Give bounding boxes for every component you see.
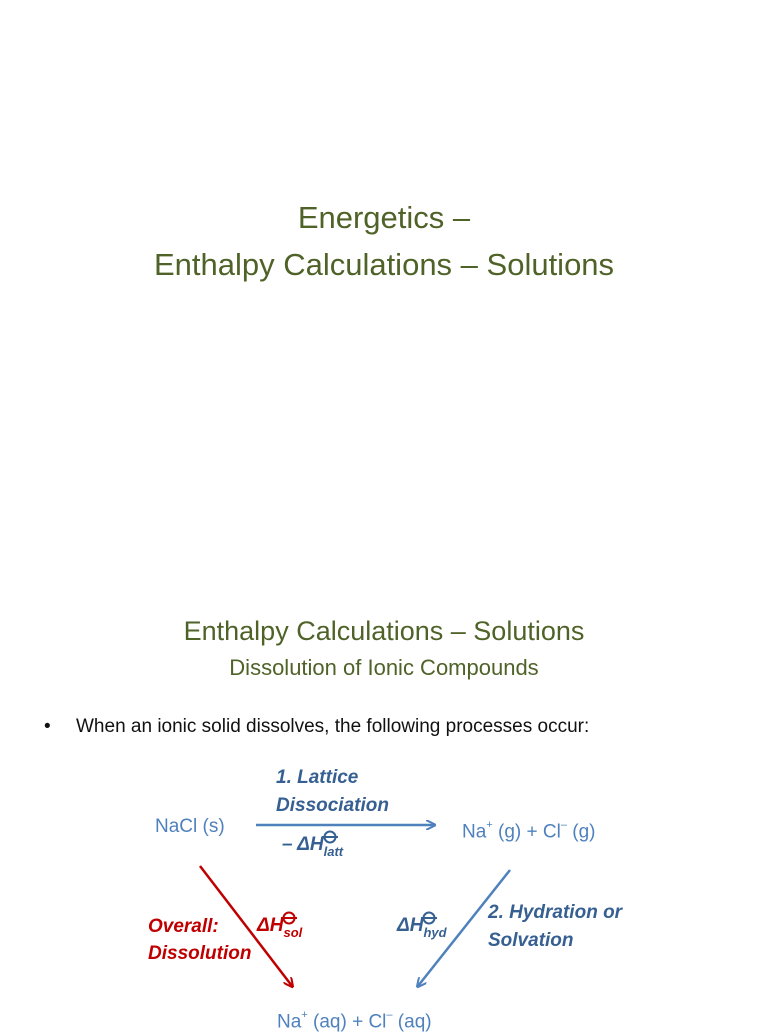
hydration-enthalpy bbox=[397, 913, 447, 940]
bullet-text: When an ionic solid dissolves, the following processes occur: bbox=[76, 716, 590, 737]
slide-title-line-2: Enthalpy Calculations – Solutions bbox=[153, 247, 615, 282]
lattice-enthalpy-subscript: latt bbox=[323, 844, 344, 859]
aq-na-symbol: Na bbox=[277, 1011, 302, 1033]
nacl-solid: NaCl (s) bbox=[155, 816, 225, 837]
gas-na-charge: + bbox=[486, 819, 493, 831]
aq-na-state: (aq) + Cl bbox=[307, 1011, 387, 1033]
hydration-label-line-1: 2. Hydration or bbox=[488, 902, 623, 923]
slide-heading: Enthalpy Calculations – Solutions bbox=[183, 616, 585, 646]
hydration-label-line-2: Solvation bbox=[488, 930, 574, 951]
lattice-enthalpy bbox=[282, 832, 343, 859]
gas-cl-state: (g) bbox=[566, 821, 596, 843]
aq-na-charge: + bbox=[301, 1009, 308, 1021]
hydration-enthalpy-symbol: ΔH bbox=[397, 915, 424, 936]
lattice-label-line-2: Dissociation bbox=[276, 795, 389, 816]
overall-label-line-2: Dissolution bbox=[148, 943, 252, 964]
lattice-label-line-1: 1. Lattice bbox=[276, 767, 359, 788]
hydration-enthalpy-subscript: hyd bbox=[423, 925, 447, 940]
slide-subheading: Dissolution of Ionic Compounds bbox=[229, 655, 539, 680]
lattice-enthalpy-symbol: – ΔH bbox=[282, 834, 324, 855]
content-slide bbox=[0, 576, 768, 1033]
overall-label-line-1: Overall: bbox=[148, 916, 219, 937]
dissolution-enthalpy-symbol: ΔH bbox=[257, 915, 284, 936]
gas-na-symbol: Na bbox=[462, 821, 487, 843]
gas-cl-charge: – bbox=[560, 819, 567, 831]
aq-cl-charge: – bbox=[386, 1009, 393, 1021]
aqueous-ions bbox=[277, 1004, 432, 1035]
dissolution-enthalpy-subscript: sol bbox=[283, 925, 303, 940]
slide-title-line-1: Energetics – bbox=[297, 200, 471, 235]
gaseous-ions bbox=[462, 814, 595, 845]
gas-na-state: (g) + Cl bbox=[492, 821, 561, 843]
dissolution-enthalpy bbox=[257, 913, 302, 940]
aq-cl-state: (aq) bbox=[392, 1011, 432, 1033]
bullet-dot-icon: • bbox=[44, 716, 51, 737]
